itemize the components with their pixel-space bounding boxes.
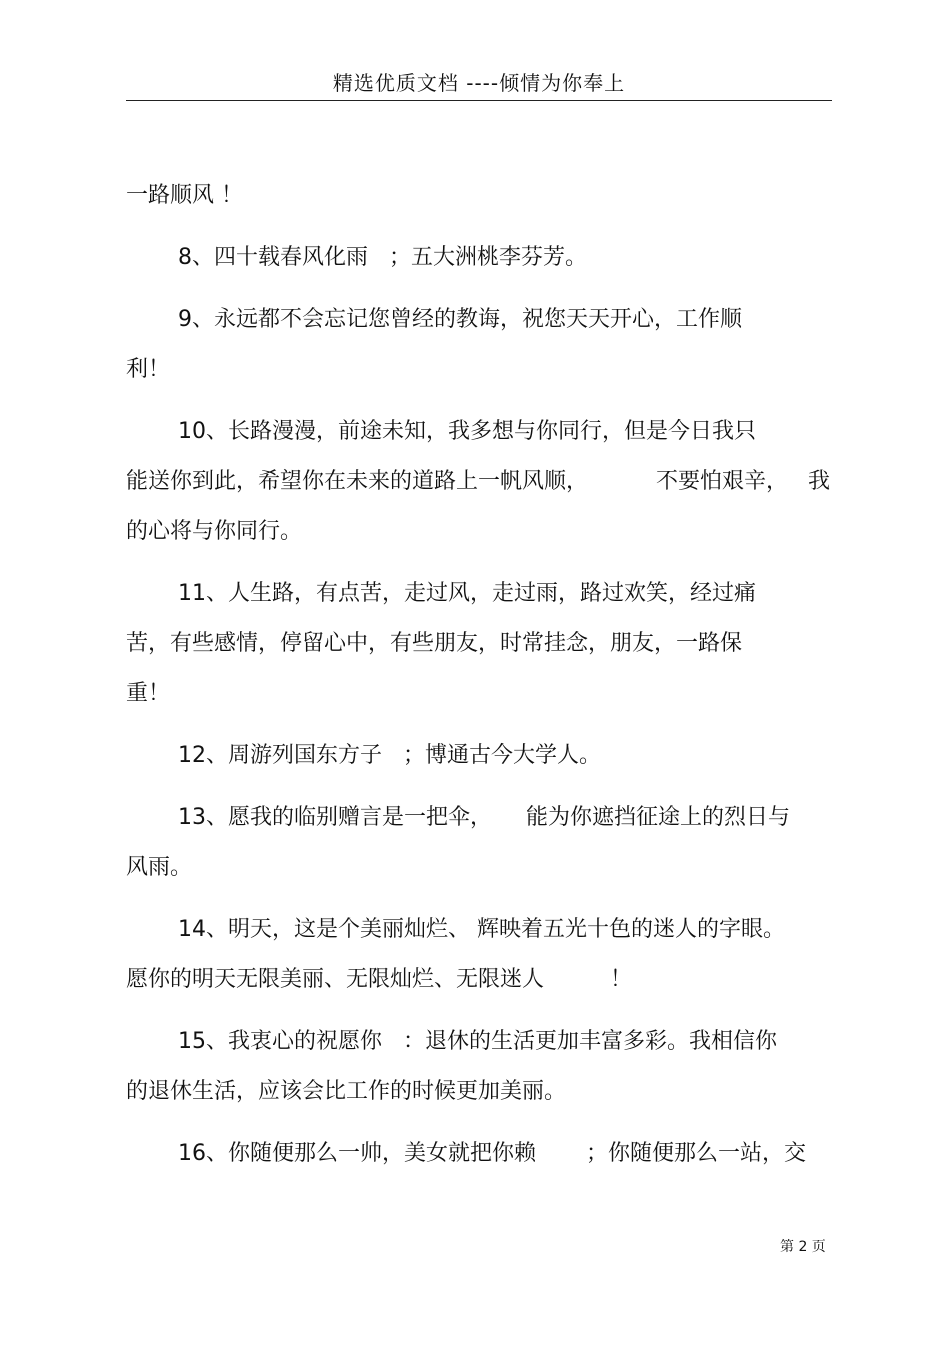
text-line-2: 8、四十载春风化雨 ；五大洲桃李芬芳。 (178, 245, 587, 270)
text-line-5: 10、长路漫漫，前途未知，我多想与你同行，但是今日我只 (178, 419, 756, 444)
text-line-12b: 能为你遮挡征途上的烈日与 (526, 805, 791, 830)
text-line-6c: 我 (808, 469, 831, 494)
text-line-12a: 13、愿我的临别赠言是一把伞， (178, 805, 492, 830)
text-line-18a: 16、你随便那么一帅，美女就把你赖 (178, 1141, 536, 1166)
text-line-8: 11、人生路，有点苦，走过风，走过雨，路过欢笑，经过痛 (178, 581, 756, 606)
text-line-3: 9、永远都不会忘记您曾经的教诲，祝您天天开心，工作顺 (178, 307, 742, 332)
text-line-13: 风雨。 (126, 855, 193, 880)
page-number: 第 2 页 (780, 1239, 826, 1255)
text-line-4: 利！ (126, 357, 171, 382)
text-line-15b: ！ (610, 967, 633, 992)
text-line-6a: 能送你到此，希望你在未来的道路上一帆风顺， (126, 469, 589, 494)
text-line-15a: 愿你的明天无限美丽、无限灿烂、无限迷人 (126, 967, 545, 992)
text-line-1: 一路顺风 ！ (126, 183, 243, 208)
text-line-6b: 不要怕艰辛， (656, 469, 789, 494)
text-line-18b: ；你随便那么一站，交 (586, 1141, 807, 1166)
text-line-9: 苦，有些感情，停留心中，有些朋友，时常挂念，朋友，一路保 (126, 631, 743, 656)
text-line-10: 重！ (126, 681, 171, 706)
text-line-7: 的心将与你同行。 (126, 519, 303, 544)
text-line-17: 的退休生活，应该会比工作的时候更加美丽。 (126, 1079, 567, 1104)
header-divider (126, 100, 832, 101)
text-line-16: 15、我衷心的祝愿你 ：退休的生活更加丰富多彩。我相信你 (178, 1029, 777, 1054)
text-line-11: 12、周游列国东方子 ；博通古今大学人。 (178, 743, 601, 768)
text-line-14: 14、明天，这是个美丽灿烂、 辉映着五光十色的迷人的字眼。 (178, 917, 785, 942)
page-header: 精选优质文档 ----倾情为你奉上 (332, 71, 626, 95)
